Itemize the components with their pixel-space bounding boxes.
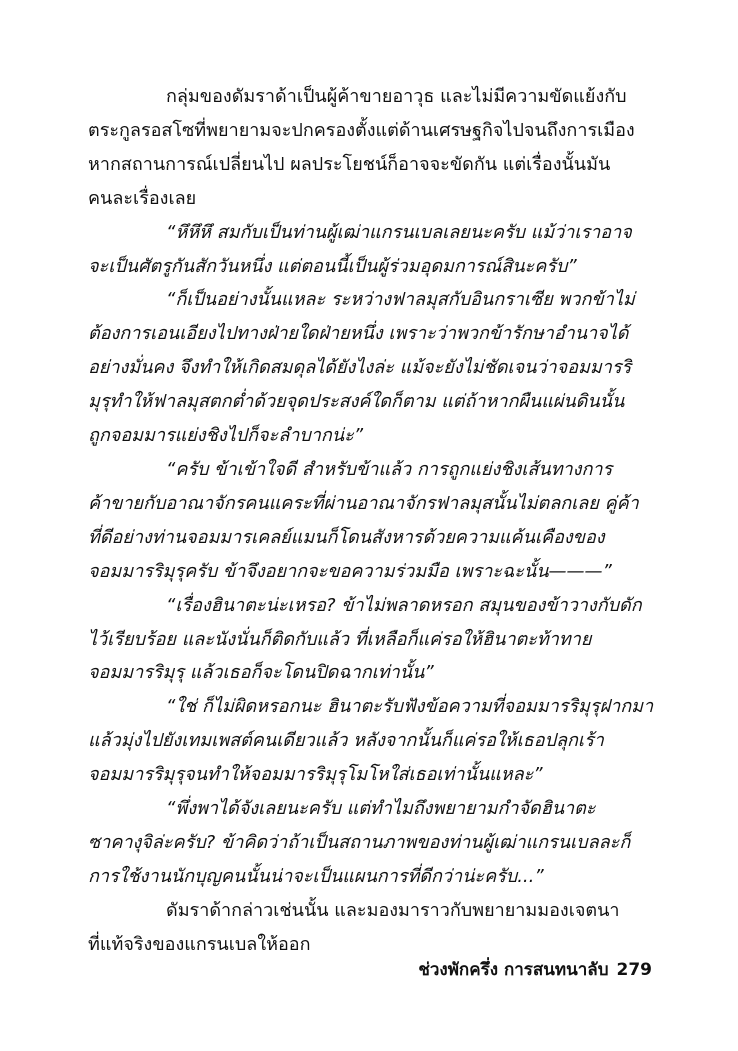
- narration-paragraph: [88, 80, 652, 216]
- page-number: 279: [616, 960, 652, 980]
- text-line: ที่แท้จริงของแกรนเบลให้ออก: [88, 933, 311, 955]
- text-line: ถูกจอมมารแย่งชิงไปก็จะลำบากน่ะ”: [88, 425, 364, 447]
- text-line: ค้าขายกับอาณาจักรคนแคระที่ผ่านอาณาจักรฟาลมุสนั้นไม่ตลกเลย คู่ค้า: [88, 492, 639, 514]
- text-line: “ครับ ข้าเข้าใจดี สำหรับข้าแล้ว การถูกแย่งชิงเส้นทางการ: [166, 458, 613, 480]
- text-line: แล้วมุ่งไปยังเทมเพสต์คนเดียวแล้ว หลังจากนั้นก็แค่รอให้เธอปลุกเร้า: [88, 730, 604, 752]
- text-line: “เรื่องฮินาตะน่ะเหรอ? ข้าไม่พลาดหรอก สมุนของข้าวางกับดัก: [166, 594, 642, 616]
- text-line: ที่ดีอย่างท่านจอมมารเคลย์แมนก็โดนสังหารด้วยความแค้นเคืองของ: [88, 526, 605, 548]
- text-line: ดัมราด้ากล่าวเช่นนั้น และมองมาราวกับพยายามมองเจตนา: [166, 899, 620, 921]
- text-line: คนละเรื่องเลย: [88, 187, 197, 209]
- text-line: อย่างมั่นคง จึงทำให้เกิดสมดุลได้ยังไงล่ะ แม้จะยังไม่ชัดเจนว่าจอมมารริ: [88, 357, 632, 379]
- chapter-title: ช่วงพักครึ่ง การสนทนาลับ: [418, 960, 609, 980]
- text-line: ต้องการเอนเอียงไปทางฝ่ายใดฝ่ายหนึ่ง เพราะว่าพวกข้ารักษาอำนาจได้: [88, 323, 629, 345]
- dialogue-paragraph: [88, 690, 652, 792]
- text-line: ซาคางุจิล่ะครับ? ข้าคิดว่าถ้าเป็นสถานภาพของท่านผู้เฒ่าแกรนเบลละก็: [88, 831, 631, 853]
- text-line: “ใช่ ก็ไม่ผิดหรอกนะ ฮินาตะรับฟังข้อความที่จอมมารริมุรุฝากมา: [166, 696, 654, 718]
- text-line: “หึหึหึ สมกับเป็นท่านผู้เฒ่าแกรนเบลเลยนะครับ แม้ว่าเราอาจ: [166, 221, 632, 243]
- dialogue-paragraph: [88, 792, 652, 894]
- dialogue-paragraph: [88, 216, 652, 284]
- text-line: มุรุทำให้ฟาลมุสตกต่ำด้วยจุดประสงค์ใดก็ตาม แต่ถ้าหากผืนแผ่นดินนั้น: [88, 391, 625, 413]
- body-text: [88, 80, 652, 962]
- text-line: “ก็เป็นอย่างนั้นแหละ ระหว่างฟาลมุสกับอินกราเซีย พวกข้าไม่: [166, 289, 635, 311]
- text-line: หากสถานการณ์เปลี่ยนไป ผลประโยชน์ก็อาจจะขัดกัน แต่เรื่องนั้นมัน: [88, 153, 611, 175]
- text-line: จอมมารริมุรุครับ ข้าจึงอยากจะขอความร่วมมือ เพราะฉะนั้น———”: [88, 560, 612, 582]
- text-line: จอมมารริมุรุจนทำให้จอมมารริมุรุโมโหใส่เธอเท่านั้นแหละ”: [88, 764, 543, 786]
- dialogue-paragraph: [88, 589, 652, 691]
- text-line: การใช้งานนักบุญคนนั้นน่าจะเป็นแผนการที่ดีกว่าน่ะครับ...”: [88, 865, 544, 887]
- text-line: “พึ่งพาได้จังเลยนะครับ แต่ทำไมถึงพยายามกำจัดฮินาตะ: [166, 798, 596, 820]
- narration-paragraph: [88, 894, 652, 962]
- text-line: จอมมารริมุรุ แล้วเธอก็จะโดนปิดฉากเท่านั้น”: [88, 662, 434, 684]
- text-line: จะเป็นศัตรูกันสักวันหนึ่ง แต่ตอนนี้เป็นผู้ร่วมอุดมการณ์สินะครับ”: [88, 255, 577, 277]
- text-line: กลุ่มของดัมราด้าเป็นผู้ค้าขายอาวุธ และไม่มีความขัดแย้งกับ: [166, 86, 627, 107]
- text-line: ตระกูลรอสโซที่พยายามจะปกครองตั้งแต่ด้านเศรษฐกิจไปจนถึงการเมือง: [88, 119, 635, 141]
- page-footer: [410, 956, 652, 983]
- dialogue-paragraph: [88, 283, 652, 453]
- dialogue-paragraph: [88, 453, 652, 589]
- text-line: ไว้เรียบร้อย และนังนั่นก็ติดกับแล้ว ที่เหลือก็แค่รอให้ฮินาตะท้าทาย: [88, 628, 592, 650]
